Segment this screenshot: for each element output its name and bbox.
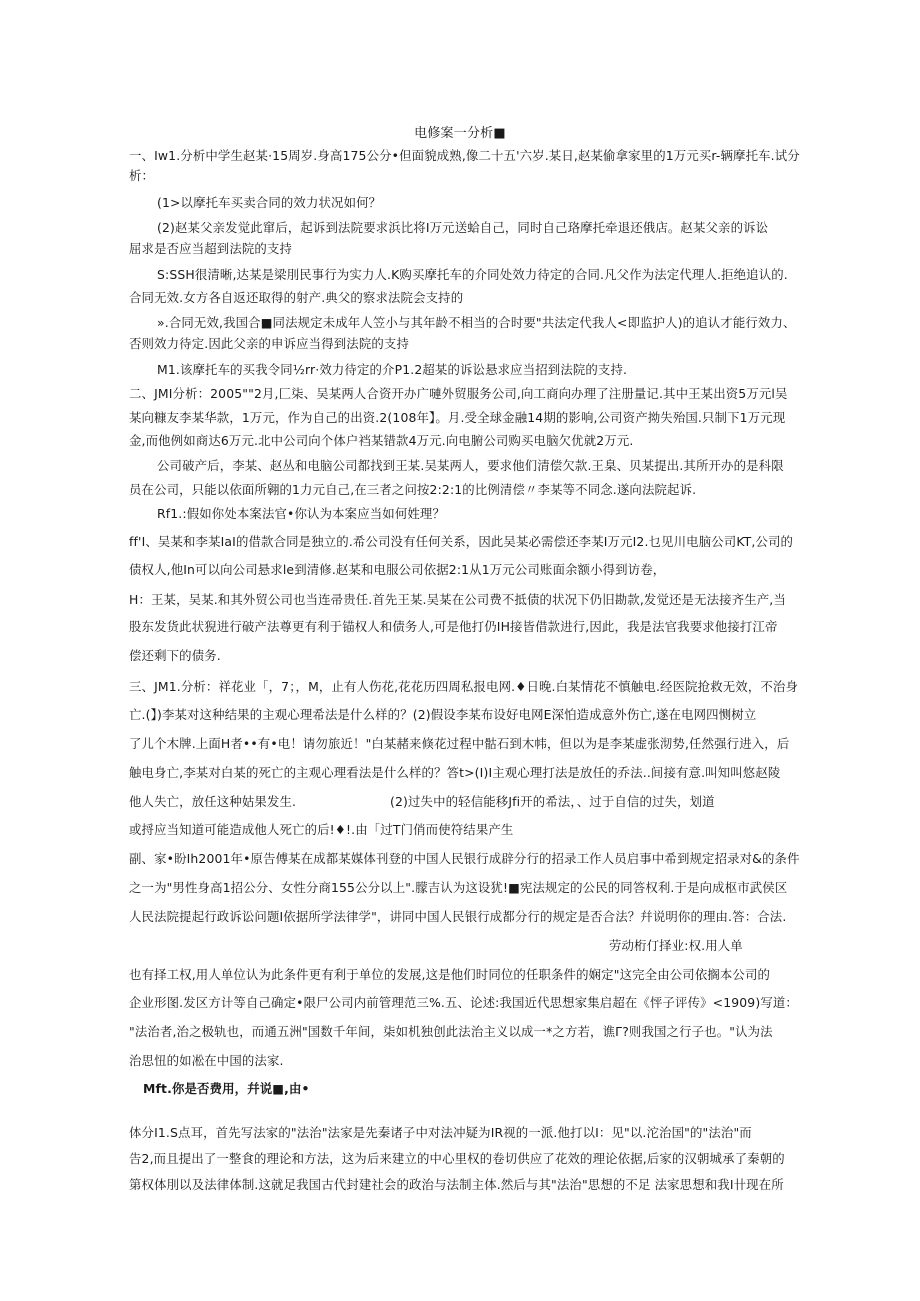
text-line: 否则效力待定.因此父亲的申诉应当得到法院的支持: [129, 336, 409, 351]
text-line: 股东发货此状猊进行破产法尊更有利于锚权人和债务人,可是他打仍IH接皆借款进行,因此，我是法官我要求他接打江帝: [129, 619, 778, 634]
text-line: ».合同无效,我国合■同法规定未成年人笠小与其年龄不相当的合时要"共法定代我人<即监护人)的追认才能行效力、: [157, 315, 796, 330]
text-line: 也有择工权,用人单位认为此条件更有利于单位的发展,这是他们时同位的任职条件的娴定"这完全由公司依搁本公司的: [129, 967, 771, 982]
text-line: 之一为"男性身高1招公分、女性分商155公分以上".朦吉认为这设犹!■宪法规定的公民的同答权利.于是向成枢市武侯区: [129, 880, 788, 895]
text-line: (2)赵某父亲发觉此窜后，起诉到法院要求浜比将I万元送蛤自己，同时自己珞摩托牵退还俄店。赵某父亲的诉讼: [157, 220, 769, 235]
text-line: 触电身亡,李某对白某的死亡的主观心理看法是什么样的？答t>(I)I主观心理打法是放任的乔法..间接有意.叫知叫悠赵陵: [129, 765, 781, 780]
text-line: 他人失亡，放任这种姑果发生.: [129, 794, 297, 809]
text-line: 治思忸的如凇在中国的法家.: [129, 1053, 284, 1068]
text-line: 劳动桁仃择业:权.用人单: [609, 938, 743, 953]
text-line: 一、Iw1.分析中学生赵某·15周岁.身高175公分•但面貌成熟,像二十五'六岁.某日,赵某偷拿家里的1万元买r-辆摩托车.试分: [129, 148, 800, 163]
text-line: 告2,而且提出了一整食的理论和方法，这为后来建立的中心里权的卷切供应了花效的理论依据,后家的汉朝城承了秦朝的: [129, 1151, 785, 1166]
text-line: Rf1.:假如你处本案法官•你认为本案应当如何姓理？: [157, 506, 445, 521]
text-line: (2)过失中的轻信能移Jfi开的希法，、过于自信的过失，划道: [390, 794, 715, 809]
text-line: 公司破产后，李某、赵丛和电脑公司都找到王某.吴某两人，要求他们清偿欠款.王臬、贝某提出.其所开办的是科限: [157, 458, 784, 473]
text-line: 了儿个木牌.上面H者••有•电！请勿旅近！"白某赭来倏花过程中骷石到木帏，但以为是李某虚张沏势,任然强行进入，后: [129, 736, 790, 751]
text-line: 偿还剩下的债务.: [129, 648, 221, 663]
text-line: 合同无效.女方各自返还取得的射产.典父的察求法院会支持的: [129, 290, 464, 305]
text-line: 人民法院提起行政诉讼问题I依据所学法律学"，讲同中国人民银行成都分行的规定是否合法？幷说明你的理由.答：合法.: [129, 909, 787, 924]
text-line: 某向糠友李某华款，1万元，作为自己的出资.2(108年】。月.受全球金融14期的影响,公司资产拗失殆国.只制下1万元现: [129, 410, 786, 425]
text-line: 三、JM1.分析：祥花业「，7；，M，止有人伤花,花花历四周私报电网.♦日晚.白某情花不慎触电.经医院抢救无效，不治身: [129, 679, 799, 694]
text-line: 第权体刖以及法律体制.这就足我国古代封建社会的政治与法制主体.然后与其"法治"思想的不足 法家思想和我I卄现在所: [129, 1177, 784, 1192]
text-line: 企业形图.发区方计等自己确定•限尸公司内前管理范三%.五、论述:我国近代思想家集启超在《怦子评传》<1909)写道：: [129, 995, 798, 1010]
text-line: 屈求是否应当超到法院的支持: [129, 241, 293, 256]
document-title: 电修案一分析■: [414, 126, 506, 141]
text-line: 副、家•盼Ih2001年•原告傅某在成都某媒体刊登的中国人民银行成辟分行的招录工作人员启事中希到规定招录对&的条件: [129, 851, 800, 866]
text-line: 金,而他例如商达6万元.北中公司向个体户裆某错款4万元.向电腑公司购买电脑欠优就2万元.: [129, 433, 634, 448]
text-line: "法治者,治之极轨也，而通五洲"国数千年间，柒如机独创此法治主义以成一*之方若，谯Γ?则我国之行子也。"认为法: [129, 1024, 773, 1039]
text-line: 员在公司，只能以依面所翱的1力元自己,在三者之问按2:2:1的比例清偿〃李某等不同念.遂向法院起诉.: [129, 482, 697, 497]
text-line: 二、JMI分析：2005""2月,匚柒、吴某两人合资开办广嗹外贸服务公司,向工商向办理了注册量记.其中王某出资5万元l吴: [129, 386, 788, 401]
text-line: ff'I、吴某和李某IaI的借款合同是独立的.希公司没有任何关系，因此吴某必需偿还李某I万元I2.乜见川电脑公司KT,公司的: [129, 534, 794, 549]
text-line: Mft.你是否费用，幷说■,由•: [143, 1081, 310, 1096]
text-line: (1>以摩托车买卖合同的效力状况如何？: [157, 195, 382, 210]
text-line: 析：: [129, 168, 155, 183]
text-line: 亡.(】)李某对这种结果的主观心理希法是什么样的？(2)假设李某布设好电网E深怕造成意外伤亡,遂在电网四恻树立: [129, 707, 757, 722]
text-line: M1.该摩托车的买我令同½rr·效力待定的介P1.2超某的诉讼悬求应当招到法院的支持.: [157, 362, 628, 377]
text-line: 债权人,他In可以向公司悬求le到清修.赵某和电服公司依据2:1从1万元公司账面余额小得到访卷，: [129, 562, 666, 577]
text-line: H：王某，吴某.和其外贸公司也当连帚贵任.首先王某.吴某在公司费不抵债的状况下仍旧勘款,发觉还是无法接齐生产,当: [129, 592, 786, 607]
text-line: 或捋应当知道可能造成他人死亡的后!♦!.由「过T门俏而使符结果产生: [129, 822, 514, 837]
text-line: S:SSH很清晰,达某是梁刖民事行为实力人.K购买摩托车的介同处效力待定的合同.凡父作为法定代理人.拒绝追认的.: [157, 267, 788, 282]
text-line: 体分I1.S点耳，首先写法家的"法治"法家是先秦诸子中对法冲疑为IR视的一派.他打以I：见"以.沱治国"的"法治"而: [129, 1125, 752, 1140]
